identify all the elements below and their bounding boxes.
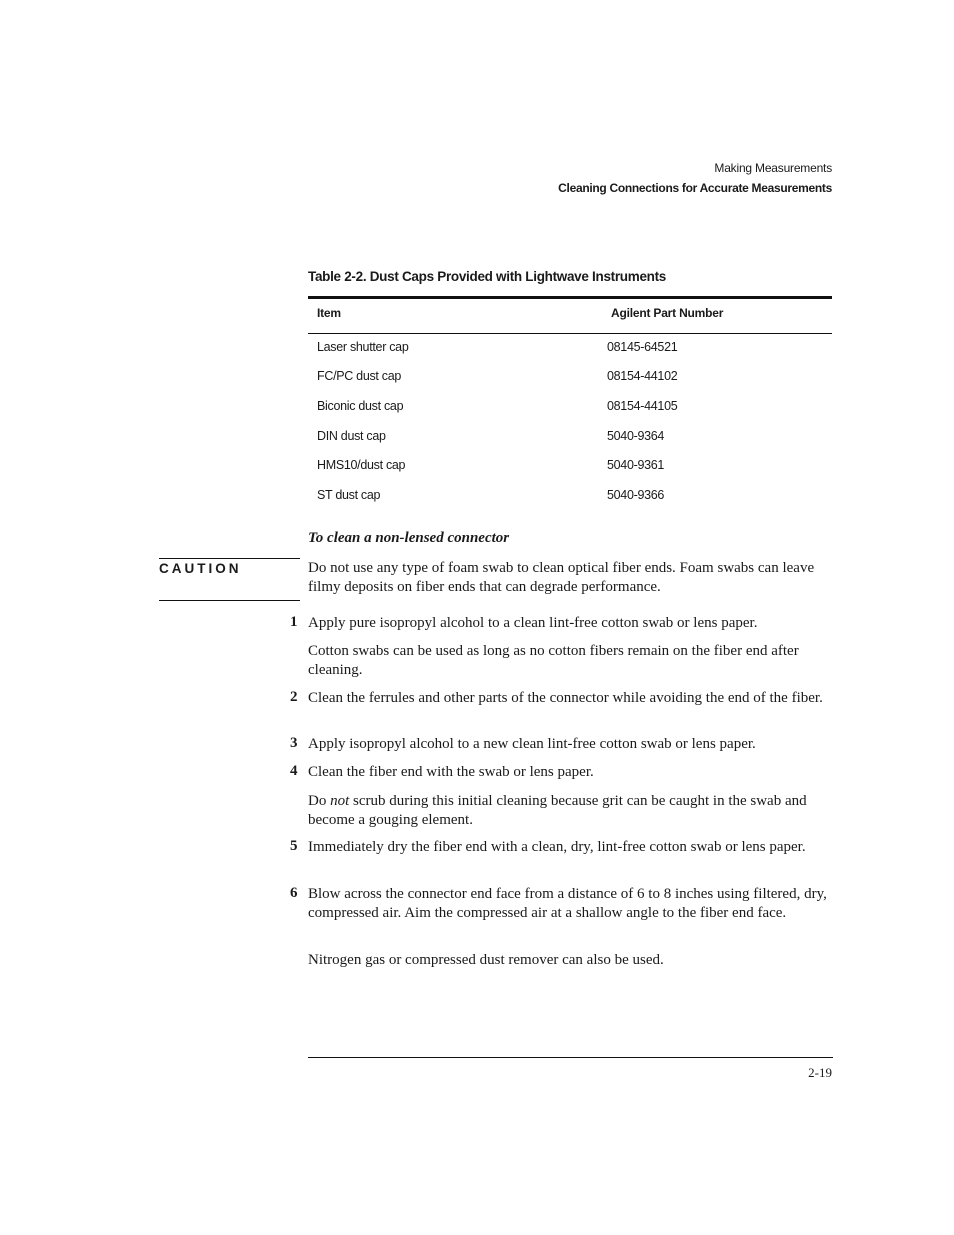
step-text: Immediately dry the fiber end with a clean, dry, lint-free cotton swab or lens paper. (308, 839, 806, 855)
step-number: 5 (290, 838, 298, 854)
procedure-heading: To clean a non-lensed connector (308, 530, 510, 546)
table-cell-part: 5040-9366 (607, 488, 665, 502)
table-cell-item: DIN dust cap (317, 429, 386, 443)
step-note-post: scrub during this initial cleaning because grit can be caught in the swab and become a gouging element. (308, 793, 807, 828)
step-number: 4 (290, 763, 298, 779)
running-header-section: Cleaning Connections for Accurate Measurements (558, 181, 832, 195)
step-number: 1 (290, 614, 298, 630)
step-text: Blow across the connector end face from a distance of 6 to 8 inches using filtered, dry, compressed air. Aim the compressed air at a shallow angle to the fiber end face. (308, 886, 827, 921)
table-top-rule (308, 296, 832, 299)
table-cell-part: 5040-9361 (607, 458, 665, 472)
table-header-rule (308, 333, 832, 334)
table-cell-part: 08154-44105 (607, 399, 678, 413)
step-number: 2 (290, 689, 298, 705)
step-text: Apply isopropyl alcohol to a new clean lint-free cotton swab or lens paper. (308, 736, 756, 752)
step-note: Cotton swabs can be used as long as no cotton fibers remain on the fiber end after cleaning. (308, 643, 799, 678)
caution-text: Do not use any type of foam swab to clean optical fiber ends. Foam swabs can leave filmy deposits on fiber ends that can degrade performance. (308, 560, 815, 595)
step-number: 6 (290, 885, 298, 901)
table-cell-part: 5040-9364 (607, 429, 665, 443)
step-text: Apply pure isopropyl alcohol to a clean lint-free cotton swab or lens paper. (308, 615, 758, 631)
step-text: Clean the fiber end with the swab or lens paper. (308, 764, 594, 780)
caution-label: CAUTION (159, 561, 242, 576)
step-note-emphasis: not (330, 793, 350, 809)
step-note: Nitrogen gas or compressed dust remover can also be used. (308, 952, 664, 968)
page-number: 2-19 (808, 1065, 832, 1080)
step-note-pre: Do (308, 793, 331, 809)
caution-top-rule (159, 558, 300, 559)
caution-bottom-rule (159, 600, 300, 601)
step-text: Clean the ferrules and other parts of the connector while avoiding the end of the fiber. (308, 690, 823, 706)
table-caption: Table 2-2. Dust Caps Provided with Lightwave Instruments (308, 269, 667, 284)
step-note (308, 792, 834, 829)
running-header-chapter: Making Measurements (714, 161, 832, 175)
table-header-item: Item (317, 306, 341, 320)
table-cell-item: ST dust cap (317, 488, 381, 502)
footer-rule (308, 1057, 833, 1058)
table-cell-item: Biconic dust cap (317, 399, 404, 413)
table-cell-item: HMS10/dust cap (317, 458, 406, 472)
table-header-part-number: Agilent Part Number (611, 306, 724, 320)
table-cell-part: 08154-44102 (607, 369, 678, 383)
table-cell-item: FC/PC dust cap (317, 369, 402, 383)
step-number: 3 (290, 735, 298, 751)
table-cell-part: 08145-64521 (607, 340, 678, 354)
table-cell-item: Laser shutter cap (317, 340, 409, 354)
